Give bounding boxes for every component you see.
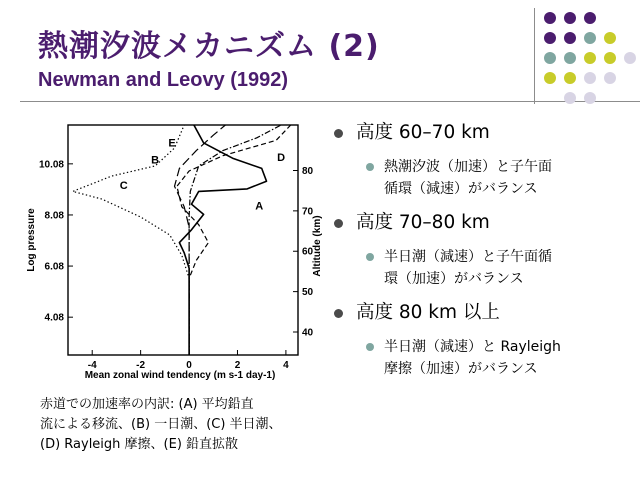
labels-layer <box>120 138 285 213</box>
ticks-layer <box>39 159 314 371</box>
bullet-list <box>330 120 635 390</box>
dot <box>544 52 556 64</box>
dot <box>604 72 616 84</box>
dot <box>584 52 596 64</box>
dots-row-4 <box>544 72 616 84</box>
sub-bullet-line: 摩擦（加速）がバランス <box>384 361 538 377</box>
dot <box>624 52 636 64</box>
dot <box>564 52 576 64</box>
dot <box>584 92 596 104</box>
y-axis-label-right: Altitude (km) <box>312 215 323 277</box>
y-left-tick-label: 8.08 <box>44 210 64 222</box>
dot <box>544 72 556 84</box>
dot <box>564 92 576 104</box>
dots-row-1 <box>544 12 596 24</box>
x-axis-label: Mean zonal wind tendency (m s-1 day-1) <box>84 370 276 381</box>
y-axis-label-left: Log pressure <box>26 208 37 272</box>
dot <box>564 72 576 84</box>
dot <box>544 32 556 44</box>
x-tick-label: 4 <box>283 360 289 371</box>
series-c-line <box>73 125 189 355</box>
decorative-dots <box>524 6 636 106</box>
x-tick-label: -4 <box>87 360 97 371</box>
slide-title: 熱潮汐波メカニズム (2) <box>38 29 380 64</box>
dot <box>604 32 616 44</box>
sub-bullet-line: 循環（減速）がバランス <box>384 181 538 197</box>
bullet-altitude-60-70: 高度 60–70 km <box>356 120 635 146</box>
dot <box>604 52 616 64</box>
dot <box>584 72 596 84</box>
y-right-tick-label: 40 <box>302 327 314 339</box>
bullet-altitude-80-plus: 高度 80 km 以上 <box>356 300 635 326</box>
y-right-tick-label: 80 <box>302 165 314 177</box>
sub-bullet-line: 環（加速）がバランス <box>384 271 524 287</box>
sub-bullet-80-plus <box>384 336 635 380</box>
x-tick-label: 2 <box>234 360 241 371</box>
y-left-tick-label: 10.08 <box>38 159 64 171</box>
caption-line: 流による移流、(B) 一日潮、(C) 半日潮、 <box>40 417 282 432</box>
sub-bullet-line: 半日潮（減速）と子午面循 <box>384 249 552 265</box>
caption-line: 赤道での加速率の内訳: (A) 平均鉛直 <box>40 397 254 412</box>
sub-bullet-60-70 <box>384 156 635 200</box>
x-tick-label: -2 <box>136 360 146 371</box>
curve-label-a: A <box>255 200 264 213</box>
dot <box>584 12 596 24</box>
series-layer <box>73 125 291 355</box>
y-left-tick-label: 4.08 <box>44 312 64 324</box>
caption-line: (D) Rayleigh 摩擦、(E) 鉛直拡散 <box>40 437 239 452</box>
dot <box>584 32 596 44</box>
y-right-tick-label: 50 <box>302 287 314 299</box>
dot <box>544 12 556 24</box>
curve-label-c: C <box>119 179 128 192</box>
dots-row-2 <box>544 32 616 44</box>
y-left-tick-label: 6.08 <box>44 261 64 273</box>
y-right-tick-label: 60 <box>302 246 314 258</box>
bullet-altitude-70-80: 高度 70–80 km <box>356 210 635 236</box>
wind-tendency-chart <box>14 112 334 390</box>
dots-row-5 <box>564 92 596 104</box>
sub-bullet-70-80 <box>384 246 635 290</box>
curve-label-d: D <box>277 151 286 164</box>
sub-bullet-line: 熱潮汐波（加速）と子午面 <box>384 159 552 175</box>
plot-frame <box>68 125 298 355</box>
dot <box>564 12 576 24</box>
dots-row-3 <box>544 52 636 64</box>
figure-caption <box>40 395 340 455</box>
curve-label-e: E <box>168 137 176 150</box>
x-tick-label: 0 <box>186 360 192 371</box>
y-right-tick-label: 70 <box>302 206 314 218</box>
slide-subtitle: Newman and Leovy (1992) <box>38 69 289 91</box>
dot <box>564 32 576 44</box>
sub-bullet-line: 半日潮（減速）と Rayleigh <box>384 339 561 355</box>
series-b-line <box>177 125 291 355</box>
series-a-line <box>179 125 266 355</box>
curve-label-b: B <box>151 154 160 167</box>
